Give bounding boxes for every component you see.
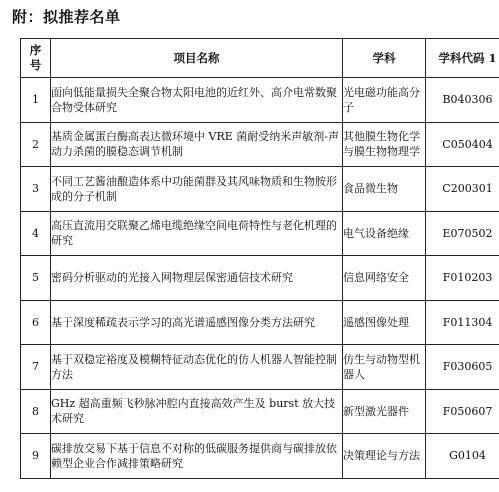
cell-project-name: 密码分析驱动的光接入网物理层保密通信技术研究 xyxy=(51,256,343,301)
cell-index: 7 xyxy=(21,345,51,390)
cell-index: 1 xyxy=(21,78,51,123)
page-title: 附：拟推荐名单 xyxy=(12,8,121,26)
table-row xyxy=(21,345,499,390)
cell-subject: 光电磁功能高分子 xyxy=(343,78,426,123)
cell-project-name: 面向低能量损失全聚合物太阳电池的近红外、高介电常数聚合物受体研究 xyxy=(51,78,343,123)
table-row xyxy=(21,256,499,301)
cell-subject-code: C050404 xyxy=(426,122,499,167)
cell-index: 2 xyxy=(21,122,51,167)
column-header-index-line1: 序 xyxy=(29,43,42,57)
cell-index: 5 xyxy=(21,256,51,301)
cell-subject-code: E070502 xyxy=(426,211,499,256)
cell-index: 6 xyxy=(21,300,51,345)
cell-project-name: 不同工艺酱油酿造体系中功能菌群及其风味物质和生物胺形成的分子机制 xyxy=(51,167,343,212)
column-header-code: 学科代码 1 xyxy=(426,39,499,78)
cell-project-name: 基质金属蛋白酶高表达微环境中 VRE 菌耐受纳米声敏剂-声动力杀菌的膜稳态调节机制 xyxy=(51,122,343,167)
cell-subject-code: F011304 xyxy=(426,300,499,345)
cell-subject: 电气设备绝缘 xyxy=(343,211,426,256)
cell-subject: 其他膜生物化学与膜生物物理学 xyxy=(343,122,426,167)
cell-project-name: 基于深度稀疏表示学习的高光谱遥感图像分类方法研究 xyxy=(51,300,343,345)
cell-subject-code: C200301 xyxy=(426,167,499,212)
table-row xyxy=(21,78,499,123)
table-row xyxy=(21,389,499,434)
cell-subject-code: G0104 xyxy=(426,434,499,479)
cell-project-name: GHz 超高重频飞秒脉冲腔内直接高效产生及 burst 放大技术研究 xyxy=(51,389,343,434)
cell-subject: 决策理论与方法 xyxy=(343,434,426,479)
cell-subject: 新型激光器件 xyxy=(343,389,426,434)
cell-subject-code: F050607 xyxy=(426,389,499,434)
cell-project-name: 高压直流用交联聚乙烯电缆绝缘空间电荷特性与老化机理的研究 xyxy=(51,211,343,256)
cell-index: 8 xyxy=(21,389,51,434)
cell-subject-code: F030605 xyxy=(426,345,499,390)
table-row xyxy=(21,167,499,212)
cell-subject-code: B040306 xyxy=(426,78,499,123)
cell-index: 4 xyxy=(21,211,51,256)
cell-subject: 遥感图像处理 xyxy=(343,300,426,345)
cell-index: 9 xyxy=(21,434,51,479)
column-header-index-line2: 号 xyxy=(29,58,42,72)
table-row xyxy=(21,434,499,479)
cell-subject: 食品微生物 xyxy=(343,167,426,212)
cell-project-name: 基于双稳定裕度及模糊特征动态优化的仿人机器人智能控制方法 xyxy=(51,345,343,390)
table-row xyxy=(21,211,499,256)
column-header-index xyxy=(21,39,51,78)
cell-subject: 信息网络安全 xyxy=(343,256,426,301)
table-row xyxy=(21,300,499,345)
column-header-subject: 学科 xyxy=(343,39,426,78)
column-header-name: 项目名称 xyxy=(51,39,343,78)
cell-subject: 仿生与动物型机器人 xyxy=(343,345,426,390)
recommendation-table xyxy=(20,38,499,479)
table-header-row xyxy=(21,39,499,78)
cell-index: 3 xyxy=(21,167,51,212)
table-row xyxy=(21,122,499,167)
cell-project-name: 碳排放交易下基于信息不对称的低碳服务提供商与碳排放依赖型企业合作减排策略研究 xyxy=(51,434,343,479)
cell-subject-code: F010203 xyxy=(426,256,499,301)
